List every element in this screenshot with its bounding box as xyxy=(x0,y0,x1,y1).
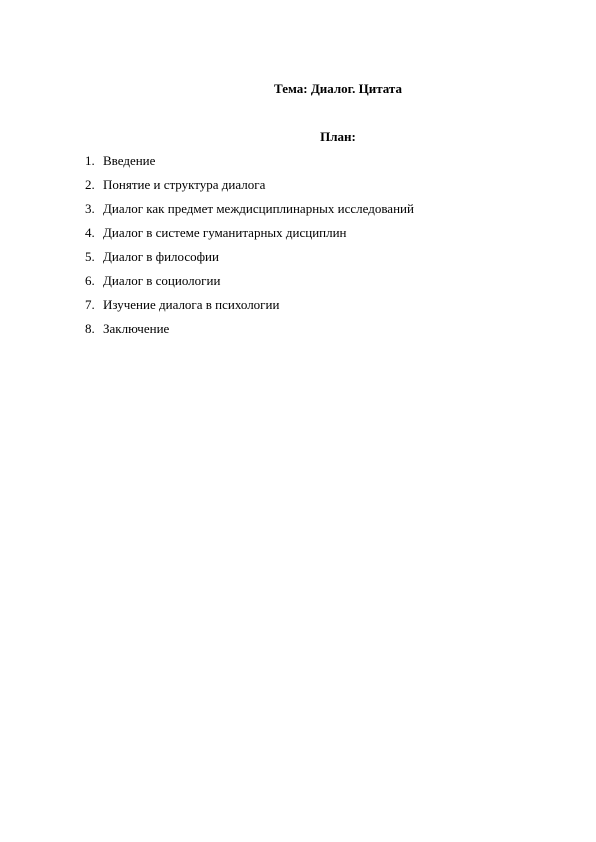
plan-item xyxy=(85,153,525,177)
plan-item-number: 2. xyxy=(85,177,95,192)
plan-item-number: 5. xyxy=(85,249,95,264)
plan-item-text: Диалог в системе гуманитарных дисциплин xyxy=(103,225,347,240)
plan-item-text: Введение xyxy=(103,153,156,168)
plan-item xyxy=(85,201,525,225)
plan-item-text: Понятие и структура диалога xyxy=(103,177,266,192)
plan-item-text: Диалог как предмет междисциплинарных исследований xyxy=(103,201,414,216)
plan-item-text: Заключение xyxy=(103,321,170,336)
plan-item-number: 1. xyxy=(85,153,95,168)
plan-item xyxy=(85,321,525,345)
plan-heading: План: xyxy=(320,129,356,144)
plan-item xyxy=(85,249,525,273)
plan-item-text: Диалог в социологии xyxy=(103,273,221,288)
plan-item-number: 8. xyxy=(85,321,95,336)
plan-item-number: 6. xyxy=(85,273,95,288)
plan-item xyxy=(85,273,525,297)
document-title: Тема: Диалог. Цитата xyxy=(274,81,402,96)
plan-item-number: 7. xyxy=(85,297,95,312)
plan-item-number: 3. xyxy=(85,201,95,216)
plan-item xyxy=(85,225,525,249)
plan-item xyxy=(85,297,525,321)
plan-item-text: Изучение диалога в психологии xyxy=(103,297,280,312)
plan-item-text: Диалог в философии xyxy=(103,249,219,264)
plan-list xyxy=(85,153,525,345)
plan-item-number: 4. xyxy=(85,225,95,240)
plan-item xyxy=(85,177,525,201)
